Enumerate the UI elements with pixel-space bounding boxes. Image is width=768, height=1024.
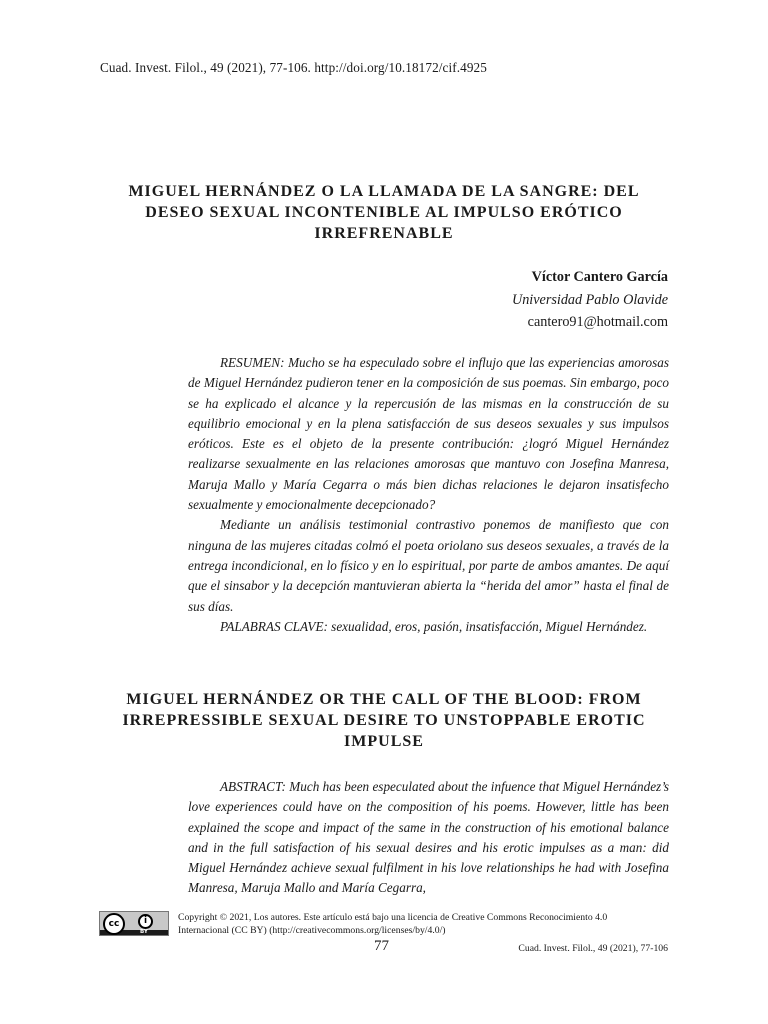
page-number: 77 xyxy=(374,938,389,954)
resumen-paragraph-2: Mediante un análisis testimonial contrastivo ponemos de manifiesto que con ninguna de las mujeres citadas colmó el poeta oriolano sus deseos sexuales, a través de la entrega incondicional, en lo físico y en lo espiritual, por parte de ambos amantes. De aquí que el sinsabor y la decepción mantuvieran abierta la “herida del amor” hasta el final de sus días. xyxy=(188,517,669,614)
abstract-block xyxy=(188,777,669,899)
by-attribution-icon: i xyxy=(138,914,153,929)
abstract-paragraph-1: ABSTRACT: Much has been especulated about the infuence that Miguel Hernández’s love experiences could have on the composition of his poems. However, little has been explained the scope and impact of the same in the construction of his emotional balance and in the full satisfaction of his sexual desires and his erotic impulses as a man: did Miguel Hernández achieve sexual fulfilment in his love relationships he had with Josefina Manresa, Maruja Mallo and María Cegarra, xyxy=(188,779,669,896)
author-block xyxy=(512,266,668,334)
license-notice xyxy=(178,911,678,937)
author-email: cantero91@hotmail.com xyxy=(527,314,668,330)
article-title-english: MIGUEL HERNÁNDEZ OR THE CALL OF THE BLOOD: FROM IRREPRESSIBLE SEXUAL DESIRE TO UNSTOPPABLE EROTIC IMPULSE xyxy=(122,691,646,750)
license-line-1: Copyright © 2021, Los autores. Este artículo está bajo una licencia de Creative Commons Reconocimiento 4.0 xyxy=(178,912,608,923)
keywords-spanish: PALABRAS CLAVE: sexualidad, eros, pasión, insatisfacción, Miguel Hernández. xyxy=(220,618,648,634)
footer-citation: Cuad. Invest. Filol., 49 (2021), 77-106 xyxy=(518,943,668,954)
cc-icon: cc xyxy=(103,913,125,935)
author-affiliation: Universidad Pablo Olavide xyxy=(511,291,668,308)
cc-by-license-badge xyxy=(99,911,169,936)
resumen-block xyxy=(188,353,669,637)
journal-citation-header: Cuad. Invest. Filol., 49 (2021), 77-106. http://doi.org/10.18172/cif.4925 xyxy=(100,60,487,75)
by-label: BY xyxy=(140,929,148,935)
resumen-paragraph-1: RESUMEN: Mucho se ha especulado sobre el influjo que las experiencias amorosas de Miguel Hernández pudieron tener en la composición de sus poemas. Sin embargo, poco se ha explicado el alcance y la repercusión de las mismas en la construcción de su equilibrio emocional y en la plena satisfacción de sus deseos sexuales y sus impulsos eróticos. Este es el objeto de la presente contribución: ¿logró Miguel Hernández realizarse sexualmente en las relaciones amorosas que mantuvo con Josefina Manresa, Maruja Mallo y María Cegarra o más bien dichas relaciones le dejaron insatisfecho sexualmente y emocionalmente decepcionado? xyxy=(188,355,669,513)
author-name: Víctor Cantero García xyxy=(531,269,668,285)
license-line-2: Internacional (CC BY) (http://creativecommons.org/licenses/by/4.0/) xyxy=(178,925,446,936)
article-title-spanish: MIGUEL HERNÁNDEZ O LA LLAMADA DE LA SANGRE: DEL DESEO SEXUAL INCONTENIBLE AL IMPULSO ERÓTICO IRREFRENABLE xyxy=(128,183,640,242)
